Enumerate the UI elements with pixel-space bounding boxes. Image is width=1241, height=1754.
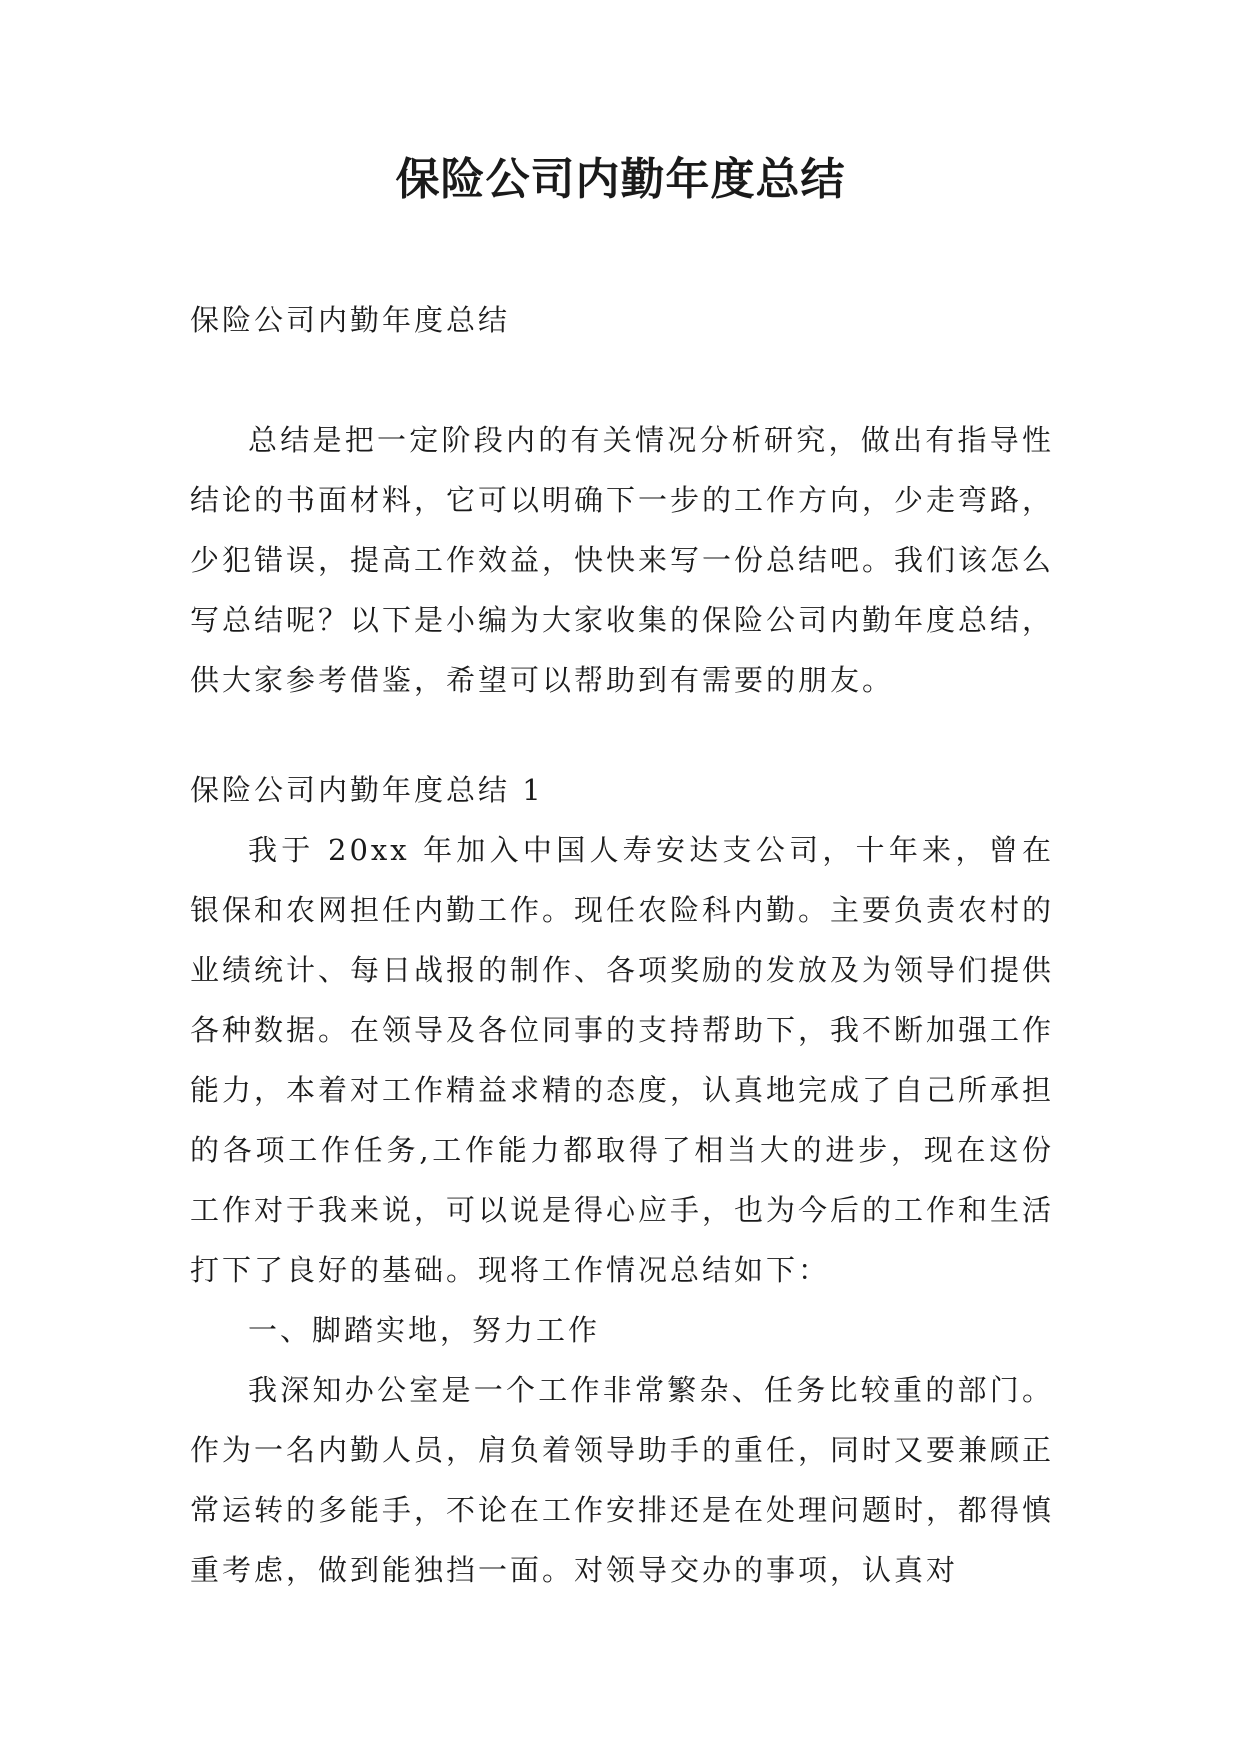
body-paragraph: 我深知办公室是一个工作非常繁杂、任务比较重的部门。作为一名内勤人员，肩负着领导助手的重任，同时又要兼顾正常运转的多能手，不论在工作安排还是在处理问题时，都得慎重考虑，做到能独挡一面。对领导交办的事项，认真对: [190, 1373, 1055, 1587]
document-body: [190, 290, 1054, 1600]
document-subtitle: 保险公司内勤年度总结: [190, 303, 511, 337]
section-title: 保险公司内勤年度总结 1: [190, 773, 544, 807]
subsection-heading: 一、脚踏实地，努力工作: [248, 1313, 601, 1347]
body-paragraph: 我于 20xx 年加入中国人寿安达支公司，十年来，曾在银保和农网担任内勤工作。现任农险科内勤。主要负责农村的业绩统计、每日战报的制作、各项奖励的发放及为领导们提供各种数据。在领导及各位同事的支持帮助下，我不断加强工作能力，本着对工作精益求精的态度，认真地完成了自己所承担的各项工作任务,工作能力都取得了相当大的进步，现在这份工作对于我来说，可以说是得心应手，也为今后的工作和生活打下了良好的基础。现将工作情况总结如下：: [190, 833, 1055, 1287]
intro-paragraph: 总结是把一定阶段内的有关情况分析研究，做出有指导性结论的书面材料，它可以明确下一步的工作方向，少走弯路，少犯错误，提高工作效益，快快来写一份总结吧。我们该怎么写总结呢？以下是小编为大家收集的保险公司内勤年度总结，供大家参考借鉴，希望可以帮助到有需要的朋友。: [190, 423, 1055, 697]
document-title: 保险公司内勤年度总结: [395, 154, 846, 205]
